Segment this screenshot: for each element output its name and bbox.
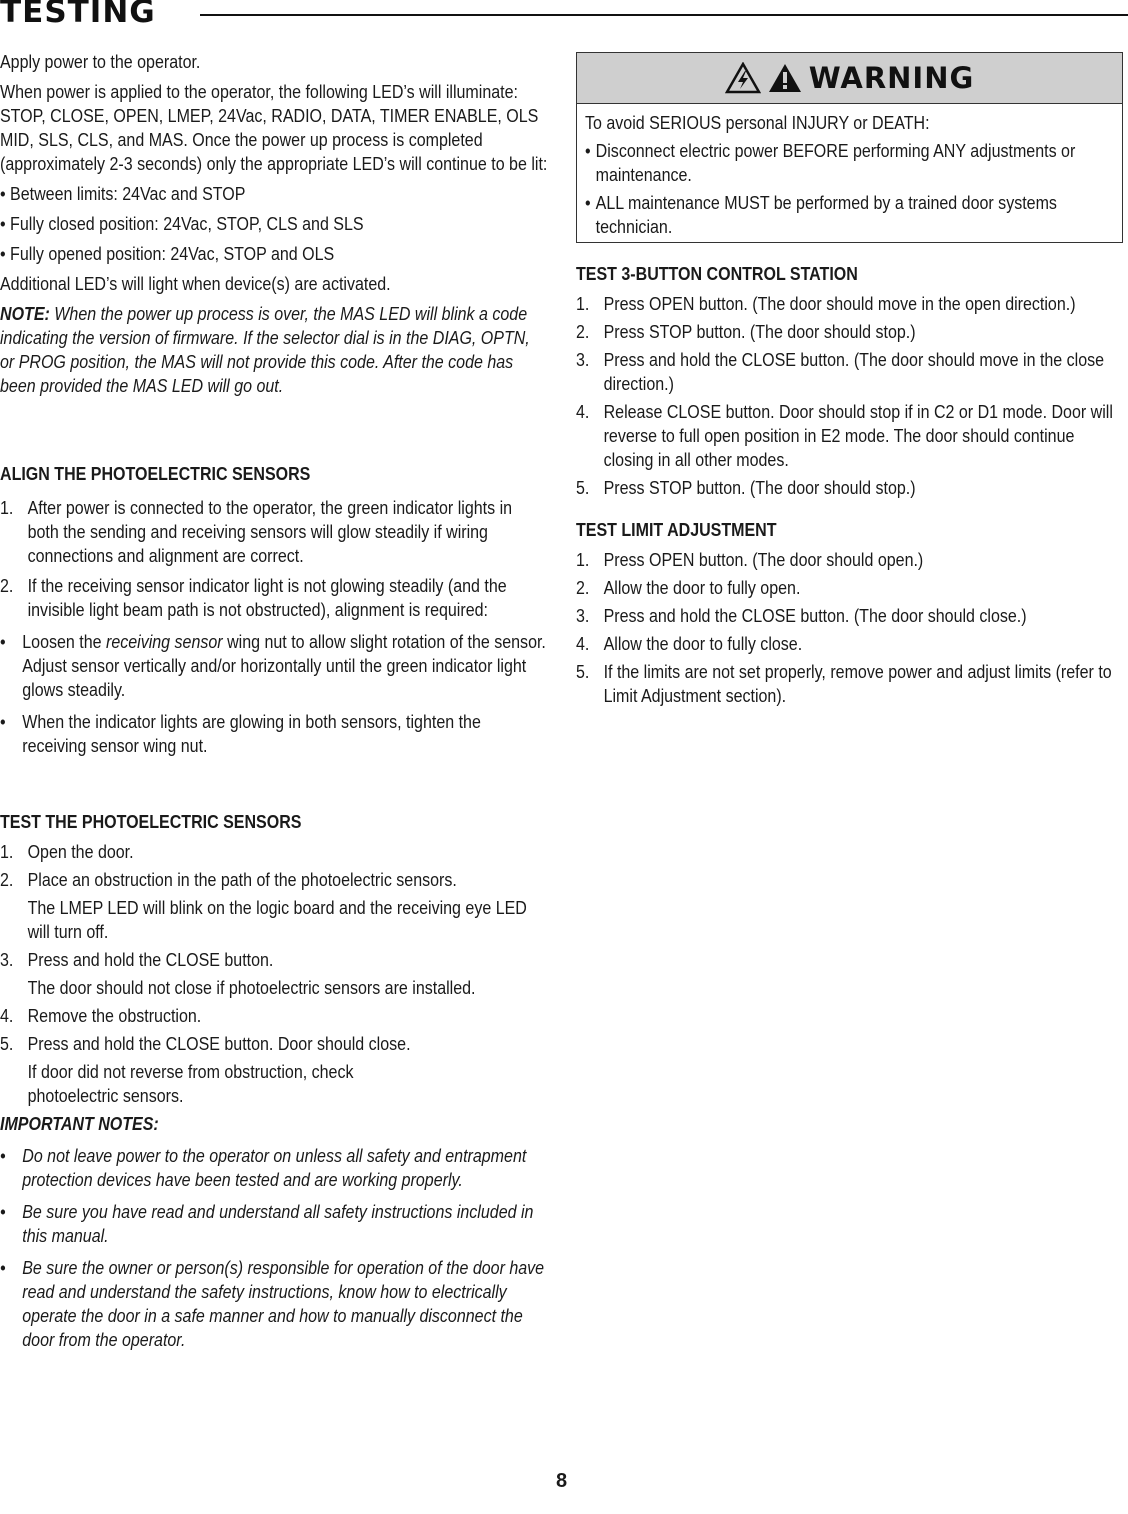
step-number: 5. bbox=[0, 1034, 14, 1054]
list-item bbox=[576, 348, 1123, 396]
step-number: 1. bbox=[576, 294, 590, 314]
step-number: 5. bbox=[576, 662, 590, 682]
note-label: NOTE: bbox=[0, 304, 50, 324]
important-notes-heading: IMPORTANT NOTES: bbox=[0, 1114, 159, 1134]
left-column bbox=[0, 50, 547, 1360]
step-text: Press and hold the CLOSE button. bbox=[27, 950, 274, 970]
list-item bbox=[585, 191, 1128, 239]
list-item bbox=[0, 948, 547, 972]
bullet-text: When the indicator lights are glowing in both sensors, tighten the receiving sensor wing nut. bbox=[22, 712, 481, 756]
led-state-item: • Fully closed position: 24Vac, STOP, CLS and SLS bbox=[0, 214, 364, 234]
list-item bbox=[0, 1200, 547, 1248]
receiving-sensor-term: receiving sensor bbox=[105, 632, 223, 652]
intro-paragraph: Apply power to the operator. bbox=[0, 52, 201, 72]
step-text: Press and hold the CLOSE button. Door should close. bbox=[27, 1034, 411, 1054]
warning-triangle-icon bbox=[767, 62, 803, 94]
list-item bbox=[576, 400, 1123, 472]
list-item bbox=[576, 576, 1123, 600]
section-heading-align: ALIGN THE PHOTOELECTRIC SENSORS bbox=[0, 464, 311, 484]
step-text: Remove the obstruction. bbox=[27, 1006, 202, 1026]
list-item bbox=[0, 1144, 547, 1192]
led-state-item: • Between limits: 24Vac and STOP bbox=[0, 184, 246, 204]
step-text: Place an obstruction in the path of the photoelectric sensors. bbox=[27, 870, 457, 890]
step-number: 2. bbox=[576, 578, 590, 598]
step-number: 3. bbox=[576, 350, 590, 370]
step-text: Press and hold the CLOSE button. (The door should move in the close direction.) bbox=[603, 350, 1105, 394]
step-number: 2. bbox=[0, 870, 14, 890]
step-number: 1. bbox=[576, 550, 590, 570]
intro-paragraph: When power is applied to the operator, the following LED’s will illuminate: STOP, CLOSE, OPEN, LMEP, 24Vac, RADIO, DATA, TIMER ENABLE, OLS MID, SLS, CLS, and MAS. Once the power up process is completed (approximately 2-3 seconds) only the appropriate LED’s will continue to be lit: bbox=[0, 82, 548, 174]
list-item bbox=[576, 632, 1123, 656]
step-text: If the limits are not set properly, remove power and adjust limits (refer to Limit Adjustment section). bbox=[603, 662, 1112, 706]
bullet-text: Disconnect electric power BEFORE performing ANY adjustments or maintenance. bbox=[595, 141, 1076, 185]
step-text: Allow the door to fully close. bbox=[603, 634, 803, 654]
bullet-mark: • bbox=[0, 1146, 6, 1166]
step-text: After power is connected to the operator, the green indicator lights in both the sending and receiving sensors will glow steadily if wiring connections and alignment are correct. bbox=[27, 498, 513, 566]
step-text: Press OPEN button. (The door should move in the open direction.) bbox=[603, 294, 1076, 314]
bullet-mark: • bbox=[0, 632, 6, 652]
right-column bbox=[576, 262, 1123, 712]
list-item bbox=[585, 139, 1128, 187]
step-number: 4. bbox=[576, 634, 590, 654]
list-item bbox=[0, 630, 547, 702]
step-number: 1. bbox=[0, 842, 14, 862]
step-text: Press STOP button. (The door should stop.) bbox=[603, 478, 916, 498]
list-item bbox=[576, 604, 1123, 628]
section-heading-limit: TEST LIMIT ADJUSTMENT bbox=[576, 520, 777, 540]
step-detail: If door did not reverse from obstruction, check photoelectric sensors. bbox=[27, 1062, 354, 1106]
step-number: 2. bbox=[576, 322, 590, 342]
list-item bbox=[0, 1004, 547, 1028]
list-item bbox=[0, 496, 547, 568]
header-rule bbox=[200, 14, 1128, 16]
warning-banner bbox=[577, 53, 1122, 104]
spacer bbox=[0, 766, 547, 810]
list-item bbox=[576, 320, 1123, 344]
page-number: 8 bbox=[556, 1470, 568, 1492]
page-title: TESTING bbox=[0, 0, 156, 30]
led-state-item: • Fully opened position: 24Vac, STOP and OLS bbox=[0, 244, 335, 264]
step-text: Press OPEN button. (The door should open.) bbox=[603, 550, 924, 570]
list-item bbox=[0, 710, 547, 758]
warning-box bbox=[576, 52, 1123, 243]
step-detail: The LMEP LED will blink on the logic board and the receiving eye LED will turn off. bbox=[27, 898, 527, 942]
list-item bbox=[0, 840, 547, 864]
bullet-mark: • bbox=[0, 1202, 6, 1222]
section-heading-three-button: TEST 3-BUTTON CONTROL STATION bbox=[576, 264, 858, 284]
step-detail: The door should not close if photoelectric sensors are installed. bbox=[27, 978, 476, 998]
bullet-mark: • bbox=[0, 1258, 6, 1278]
list-item bbox=[576, 476, 1123, 500]
intro-paragraph: Additional LED’s will light when device(s) are activated. bbox=[0, 274, 391, 294]
step-number: 3. bbox=[576, 606, 590, 626]
list-item bbox=[576, 548, 1123, 572]
list-item bbox=[0, 1256, 547, 1352]
warning-title: WARNING bbox=[808, 61, 975, 95]
step-text: If the receiving sensor indicator light is not glowing steadily (and the invisible light beam path is not obstructed), alignment is required: bbox=[27, 576, 507, 620]
bullet-text: Be sure you have read and understand all safety instructions included in this manual. bbox=[22, 1202, 534, 1246]
step-text: Allow the door to fully open. bbox=[603, 578, 801, 598]
bullet-text: Be sure the owner or person(s) responsible for operation of the door have read and understand the safety instructions, know how to electrically operate the door in a safe manner and how to manually disconnect the door from the operator. bbox=[22, 1258, 545, 1350]
step-number: 1. bbox=[0, 498, 14, 518]
bullet-mark: • bbox=[0, 712, 6, 732]
list-item bbox=[0, 1032, 547, 1056]
step-text: Press STOP button. (The door should stop.) bbox=[603, 322, 916, 342]
list-item bbox=[576, 660, 1123, 708]
step-number: 4. bbox=[0, 1006, 14, 1026]
bullet-text: Do not leave power to the operator on unless all safety and entrapment protection devices have been tested and are working properly. bbox=[22, 1146, 527, 1190]
bullet-text: Loosen the receiving sensor wing nut to allow slight rotation of the sensor. Adjust sensor vertically and/or horizontally until the green indicator light glows steadily. bbox=[22, 632, 546, 700]
section-heading-test-photo: TEST THE PHOTOELECTRIC SENSORS bbox=[0, 812, 302, 832]
warning-intro: To avoid SERIOUS personal INJURY or DEATH: bbox=[585, 113, 930, 133]
step-text: Press and hold the CLOSE button. (The door should close.) bbox=[603, 606, 1027, 626]
bullet-text: ALL maintenance MUST be performed by a trained door systems technician. bbox=[595, 193, 1057, 237]
note-text: When the power up process is over, the MAS LED will blink a code indicating the version of firmware. If the selector dial is in the DIAG, OPTN, or PROG position, the MAS will not provide this code. After the code has been provided the MAS LED will go out. bbox=[0, 304, 530, 396]
electrical-hazard-icon bbox=[725, 62, 761, 94]
list-item bbox=[576, 292, 1123, 316]
note-paragraph bbox=[0, 302, 547, 398]
step-number: 5. bbox=[576, 478, 590, 498]
bullet-mark: • bbox=[585, 141, 591, 161]
bullet-mark: • bbox=[585, 193, 591, 213]
step-number: 4. bbox=[576, 402, 590, 422]
step-text: Release CLOSE button. Door should stop if in C2 or D1 mode. Door will reverse to full open position in E2 mode. The door should continue closing in all other modes. bbox=[603, 402, 1113, 470]
warning-body bbox=[585, 111, 1128, 243]
list-item bbox=[0, 868, 547, 892]
step-text: Open the door. bbox=[27, 842, 134, 862]
step-number: 2. bbox=[0, 576, 14, 596]
list-item bbox=[0, 574, 547, 622]
step-number: 3. bbox=[0, 950, 14, 970]
spacer bbox=[576, 504, 1123, 518]
spacer bbox=[0, 404, 547, 462]
